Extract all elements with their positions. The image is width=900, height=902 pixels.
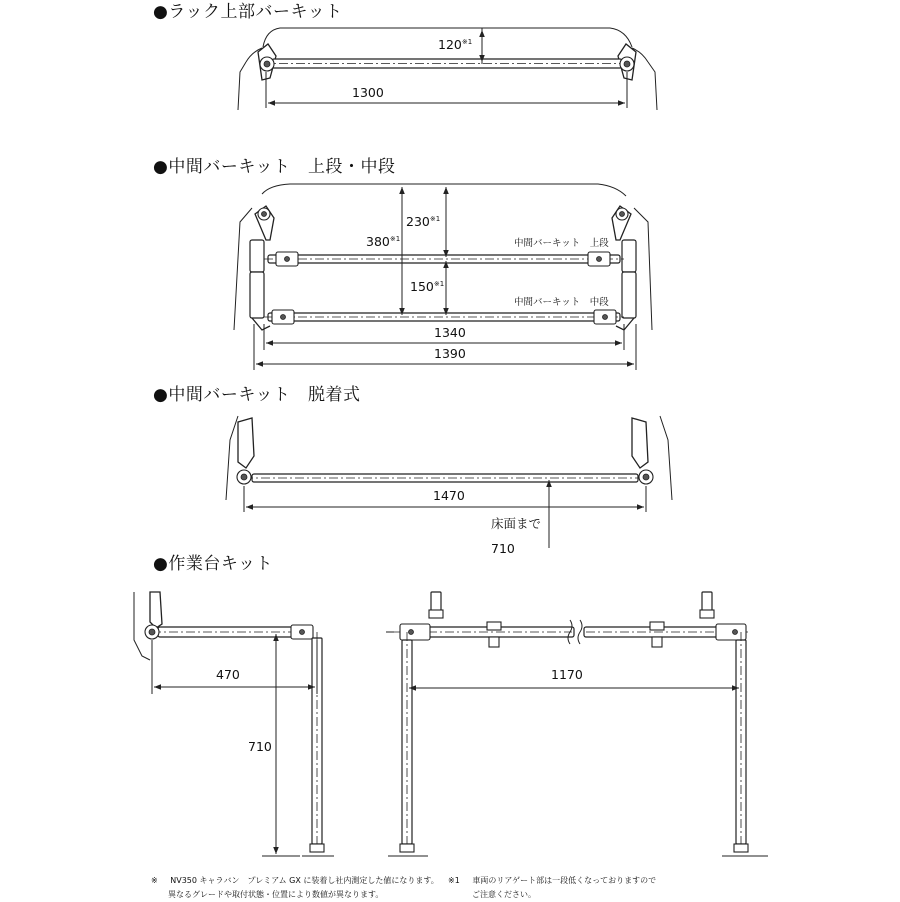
- workbench-width-dim: 1170: [551, 667, 583, 682]
- inner-width-dim: 1340: [434, 325, 466, 340]
- footnote-right-line2: ご注意ください。: [472, 890, 536, 899]
- right-pillar-lower: [622, 272, 636, 318]
- upper-dim: 230$^{※1}$: [406, 214, 441, 229]
- floor-label: 床面まで: [491, 516, 542, 531]
- detachable-width-dim: 1470: [433, 488, 465, 503]
- workbench-title: ●作業台キット: [153, 554, 273, 574]
- footnote-left: [151, 874, 439, 902]
- workbench-rear-drawing: [386, 592, 768, 856]
- middle-bar-drawing: [234, 184, 652, 370]
- footnote-left-line1: NV350 キャラバン プレミアム GX に装着し社内測定した値になります。: [170, 876, 439, 885]
- detachable-bar-title: ●中間バーキット 脱着式: [153, 385, 361, 405]
- total-height-dim: 380$^{※1}$: [366, 234, 401, 249]
- left-pillar-upper: [250, 240, 264, 272]
- floor-value: 710: [491, 541, 515, 556]
- roof-outline-2: [262, 184, 626, 196]
- left-pillar-lower: [250, 272, 264, 318]
- footnote-left-line2: 異なるグレードや取付状態・位置により数値が異なります。: [168, 890, 384, 899]
- footnote-right: [448, 874, 656, 902]
- right-pillar: [632, 418, 648, 468]
- rack-width-dim: 1300: [352, 85, 384, 100]
- lower-dim: 150$^{※1}$: [410, 279, 445, 294]
- footnote-right-line1: 車両のリアゲート部は一段低くなっておりますので: [472, 876, 657, 885]
- label-middle: 中間バーキット 中段: [514, 297, 609, 308]
- footnote-left-mark: ※: [151, 876, 158, 885]
- right-pillar-upper: [622, 240, 636, 272]
- workbench-height-dim: 710: [248, 739, 272, 754]
- workbench-depth-dim: 470: [216, 667, 240, 682]
- label-upper: 中間バーキット 上段: [514, 238, 609, 249]
- footnote-right-mark: ※1: [448, 876, 460, 885]
- detachable-bar-drawing: [226, 416, 672, 556]
- rack-top-title: ●ラック上部バーキット: [153, 2, 343, 22]
- left-pillar: [238, 418, 254, 468]
- middle-bar-title: ●中間バーキット 上段・中段: [153, 157, 396, 177]
- workbench-side-drawing: [134, 592, 334, 856]
- rack-height-dim: 120$^{※1}$: [438, 37, 473, 52]
- outer-width-dim: 1390: [434, 346, 466, 361]
- rack-top-drawing: [238, 28, 657, 110]
